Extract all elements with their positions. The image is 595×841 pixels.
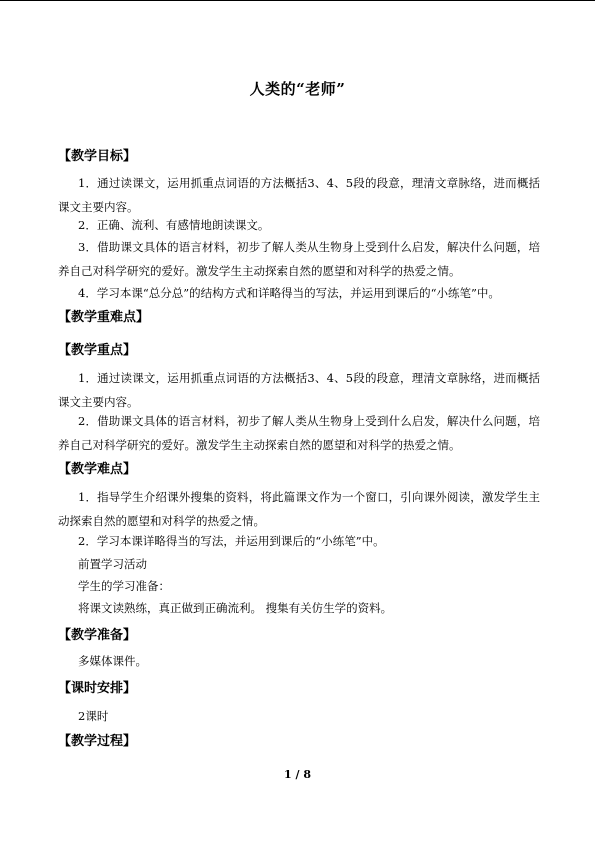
pre-learning-activity: 前置学习活动 (78, 557, 147, 571)
key-point-item-1: 1．通过读课文，运用抓重点词语的方法概括3、4、5段的段意，理清文章脉络，进而概括课文主要内容。 (58, 371, 540, 409)
heading-schedule: 【课时安排】 (58, 681, 137, 696)
heading-key-points: 【教学重点】 (58, 343, 137, 358)
document-title: 人类的“老师” (249, 80, 346, 98)
top-border-line (0, 0, 595, 1)
key-point-item-2: 2．借助课文具体的语言材料，初步了解人类从生物身上受到什么启发，解决什么问题，培养自己对科学研究的爱好。激发学生主动探索自然的愿望和对科学的热爱之情。 (58, 414, 540, 452)
schedule-text: 2课时 (78, 709, 109, 723)
heading-key-and-difficult: 【教学重难点】 (58, 310, 150, 325)
difficulty-item-1: 1．指导学生介绍课外搜集的资料，将此篇课文作为一个窗口，引向课外阅读，激发学生主动探索自然的愿望和对科学的热爱之情。 (58, 490, 540, 528)
page-number: 1 / 8 (284, 768, 311, 781)
goal-item-2: 2．正确、流利、有感情地朗读课文。 (78, 218, 270, 232)
heading-difficulties: 【教学难点】 (58, 462, 137, 477)
heading-teaching-process: 【教学过程】 (58, 734, 137, 749)
student-preparation-label: 学生的学习准备： (78, 579, 170, 593)
student-preparation-detail: 将课文读熟练，真正做到正确流利。 搜集有关仿生学的资料。 (78, 601, 393, 615)
goal-item-1: 1．通过读课文，运用抓重点词语的方法概括3、4、5段的段意，理清文章脉络，进而概括课文主要内容。 (58, 176, 540, 214)
preparation-text: 多媒体课件。 (78, 654, 147, 668)
goal-item-4: 4．学习本课“总分总”的结构方式和详略得当的写法，并运用到课后的“小练笔”中。 (78, 286, 500, 300)
heading-preparation: 【教学准备】 (58, 628, 137, 643)
goal-item-3: 3．借助课文具体的语言材料，初步了解人类从生物身上受到什么启发，解决什么问题，培养自己对科学研究的爱好。激发学生主动探索自然的愿望和对科学的热爱之情。 (58, 240, 540, 278)
difficulty-item-2: 2．学习本课详略得当的写法，并运用到课后的“小练笔”中。 (78, 534, 385, 548)
heading-teaching-goals: 【教学目标】 (58, 149, 137, 164)
